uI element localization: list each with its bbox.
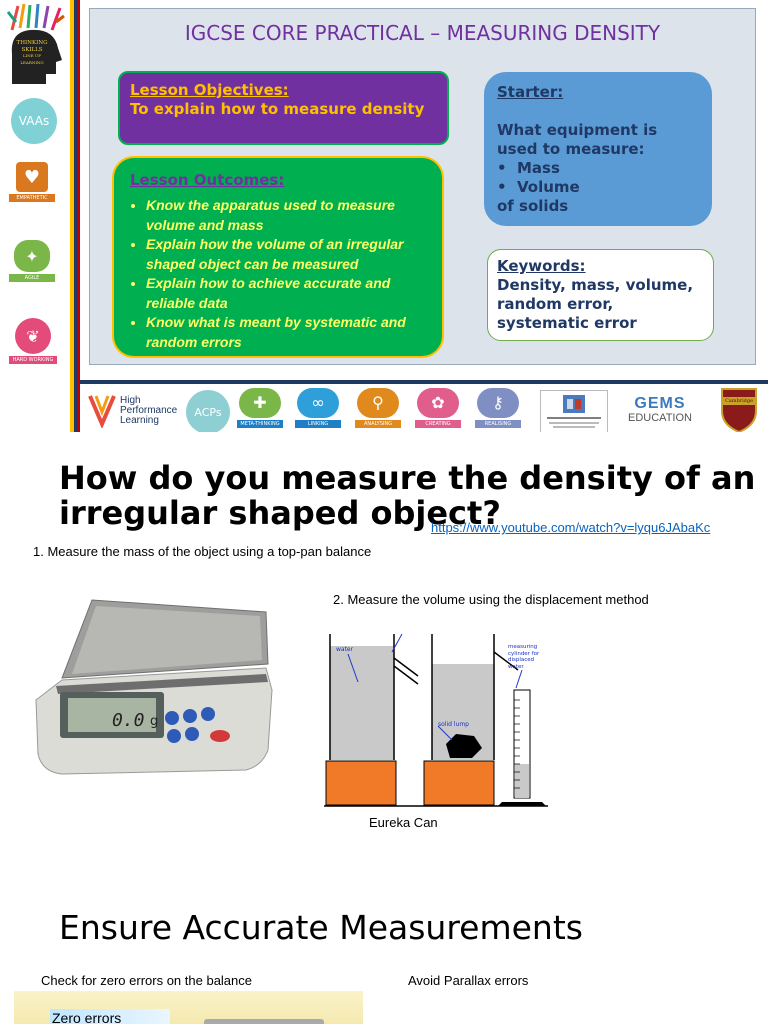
flower-icon: ✿ [417,388,459,418]
outcome-item: • Explain how the volume of an irregular shaped object can be measured [146,235,436,274]
skill-analysing: ⚲ ANALYSING [355,388,401,428]
agile-label: AGILE [9,274,55,282]
parallax-caption: Avoid Parallax errors [408,973,529,988]
logo-line: LINE UP [23,53,41,58]
outcomes-list [128,196,436,352]
runner-icon: ✦ [14,240,50,272]
keywords-text: Density, mass, volume, random error, systematic error [497,276,694,332]
zero-error-caption: Check for zero errors on the balance [41,973,252,988]
hpl-text: High Performance Learning [120,395,178,426]
vaas-badge [11,98,57,144]
skill-creating: ✿ CREATING [415,388,461,428]
zero-error-image [14,991,363,1024]
empathetic-label: EMPATHETIC [9,194,55,202]
top-pan-balance-image [32,590,274,780]
eureka-can-diagram [322,630,554,810]
keywords-heading: Keywords: [497,257,586,275]
keywords-box [487,249,714,341]
hard-working-badge [9,318,57,364]
gems-logo [628,396,692,424]
outcome-item: • Know what is meant by systematic and random errors [146,313,436,352]
main-panel [89,8,756,365]
step-2-caption: 2. Measure the volume using the displacement method [333,592,649,607]
hard-working-label: HARD WORKING [9,356,57,364]
ant-icon: ❦ [15,318,51,354]
skill-meta-thinking: ✚ META-THINKING [237,388,283,428]
bottom-logo-bar [80,380,768,432]
starter-bullet: • Mass [497,159,560,177]
starter-tail: of solids [497,197,569,215]
crest-text: Cambridge [724,398,754,404]
slide-title: IGCSE CORE PRACTICAL – MEASURING DENSITY [184,21,661,45]
school-crest [720,387,758,432]
hpl-icon [88,394,116,428]
stripe-red [77,0,80,432]
starter-bullet: • Volume [497,178,580,196]
link-icon: ∞ [297,388,339,418]
video-link[interactable]: https://www.youtube.com/watch?v=lyqu6JAbaKc [431,520,711,535]
slide-2-title: How do you measure the density of an irregular shaped object? [59,459,756,532]
slide-3-title: Ensure Accurate Measurements [59,908,583,947]
step-1-caption: 1. Measure the mass of the object using a top-pan balance [33,544,372,559]
objectives-text: To explain how to measure density [130,100,425,118]
key-icon: ⚷ [477,388,519,418]
gems-text: GEMS [634,395,686,412]
starter-box [484,72,712,226]
objectives-heading: Lesson Objectives: [130,81,289,99]
thinking-skills-logo [4,2,66,84]
solid-lump-label: solid lump [438,721,469,728]
logo-line: LEARNING [20,59,44,65]
starter-heading: Starter: [497,83,564,101]
logo-line: SKILLS [21,46,43,53]
water-label: water [336,646,354,653]
starter-question: What equipment is used to measure: [497,121,658,158]
heart-icon: ♥ [16,162,48,192]
eureka-can-caption: Eureka Can [369,815,438,830]
acps-badge: ACPs [186,390,230,432]
zero-errors-label: Zero errors [52,1010,122,1026]
vaas-label: VAAs [11,98,57,144]
gems-education-text: EDUCATION [628,412,692,424]
cylinder-label: measuring cylinder for displaced water [508,644,540,670]
agile-badge [9,240,55,282]
outcome-item: • Explain how to achieve accurate and reliable data [146,274,436,313]
outcomes-heading: Lesson Outcomes: [130,171,285,189]
skill-linking: ∞ LINKING [295,388,341,428]
magnifier-icon: ⚲ [357,388,399,418]
balance-display-unit: g [150,714,159,729]
lesson-objectives-box [118,71,449,145]
puzzle-icon: ✚ [239,388,281,418]
balance-display-value: 0.0 [112,710,145,731]
lesson-outcomes-box [112,156,444,358]
empathetic-badge [9,162,55,202]
outcome-item: • Know the apparatus used to measure volume and mass [146,196,436,235]
slide-1 [0,0,768,432]
education-council-logo [540,390,608,432]
skill-realising: ⚷ REALISING [475,388,521,428]
logo-line: THINKING [16,40,48,46]
